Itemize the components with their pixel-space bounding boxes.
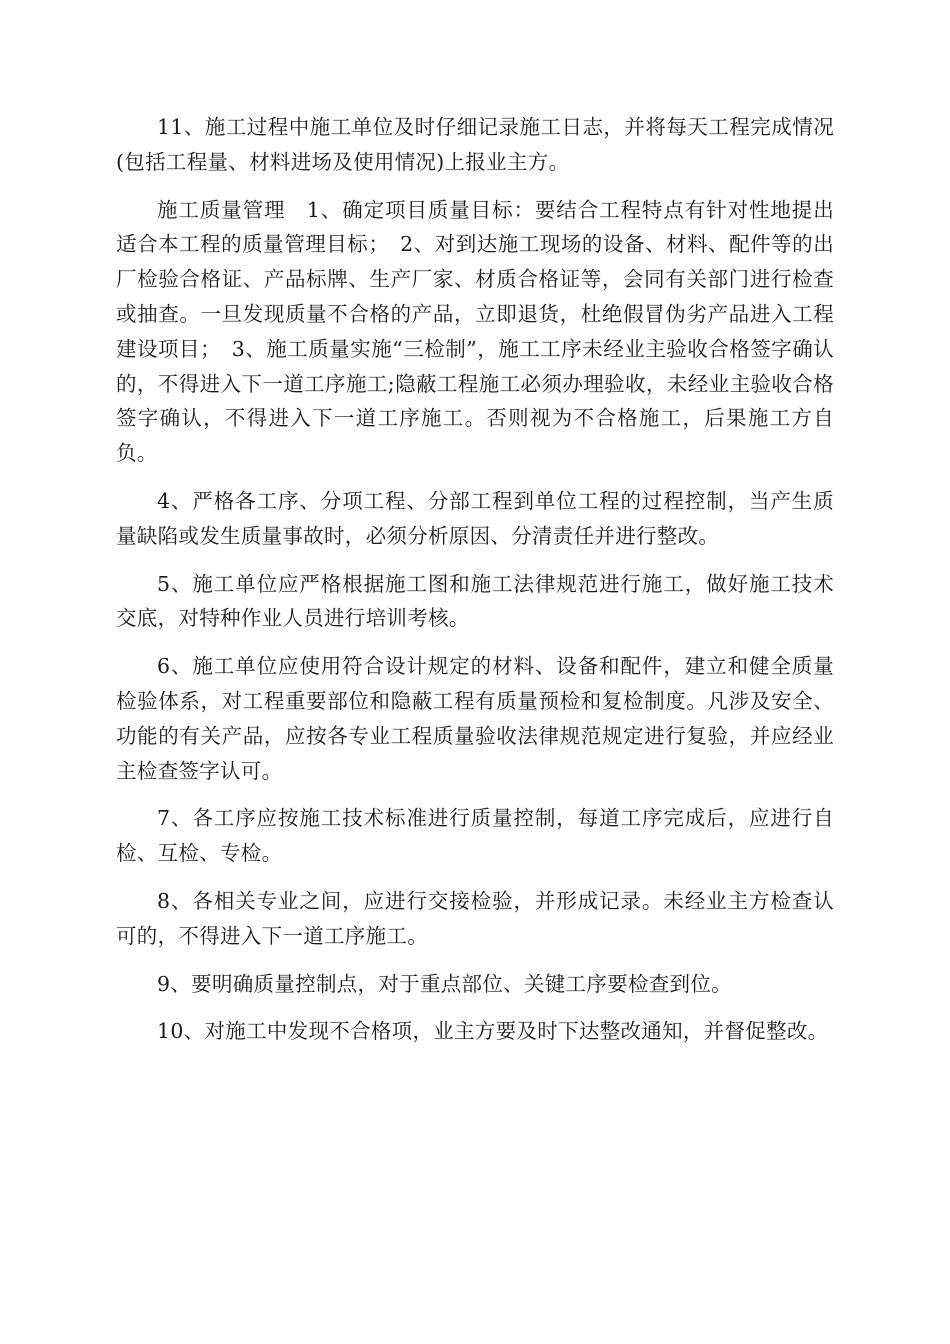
paragraph-quality-management: 施工质量管理 1、确定项目质量目标：要结合工程特点有针对性地提出适合本工程的质量管理目标； 2、对到达施工现场的设备、材料、配件等的出厂检验合格证、产品标牌、生产厂家、材质合格证等，会同有关部门进行检查或抽查。一旦发现质量不合格的产品，立即退货，杜绝假冒伪劣产品进入工程建设项目； 3、施工质量实施“三检制”，施工工序未经业主验收合格签字确认的，不得进入下一道工序施工;隐蔽工程施工必须办理验收，未经业主验收合格签字确认，不得进入下一道工序施工。否则视为不合格施工，后果施工方自负。 — [116, 197, 834, 466]
paragraph-8-handover-inspection: 8、各相关专业之间，应进行交接检验，并形成记录。未经业主方检查认可的，不得进入下一道工序施工。 — [116, 888, 834, 948]
paragraph-11-construction-log: 11、施工过程中施工单位及时仔细记录施工日志，并将每天工程完成情况(包括工程量、材料进场及使用情况)上报业主方。 — [116, 115, 834, 174]
paragraph-5-construction-drawings: 5、施工单位应严格根据施工图和施工法律规范进行施工，做好施工技术交底，对特种作业人员进行培训考核。 — [116, 571, 834, 631]
paragraph-9-control-points: 9、要明确质量控制点，对于重点部位、关键工序要检查到位。 — [157, 971, 732, 996]
paragraph-6-materials-inspection: 6、施工单位应使用符合设计规定的材料、设备和配件，建立和健全质量检验体系，对工程重要部位和隐蔽工程有质量预检和复检制度。凡涉及安全、功能的有关产品，应按各专业工程质量验收法律规范规定进行复验，并应经业主检查签字认可。 — [116, 654, 834, 783]
paragraph-10-rectification-notice: 10、对施工中发现不合格项，业主方要及时下达整改通知，并督促整改。 — [157, 1019, 829, 1044]
paragraph-4-process-control: 4、严格各工序、分项工程、分部工程到单位工程的过程控制，当产生质量缺陷或发生质量事故时，必须分析原因、分清责任并进行整改。 — [116, 488, 834, 548]
document-body — [116, 110, 834, 1049]
paragraph-7-process-quality-control: 7、各工序应按施工技术标准进行质量控制，每道工序完成后，应进行自检、互检、专检。 — [116, 806, 834, 866]
